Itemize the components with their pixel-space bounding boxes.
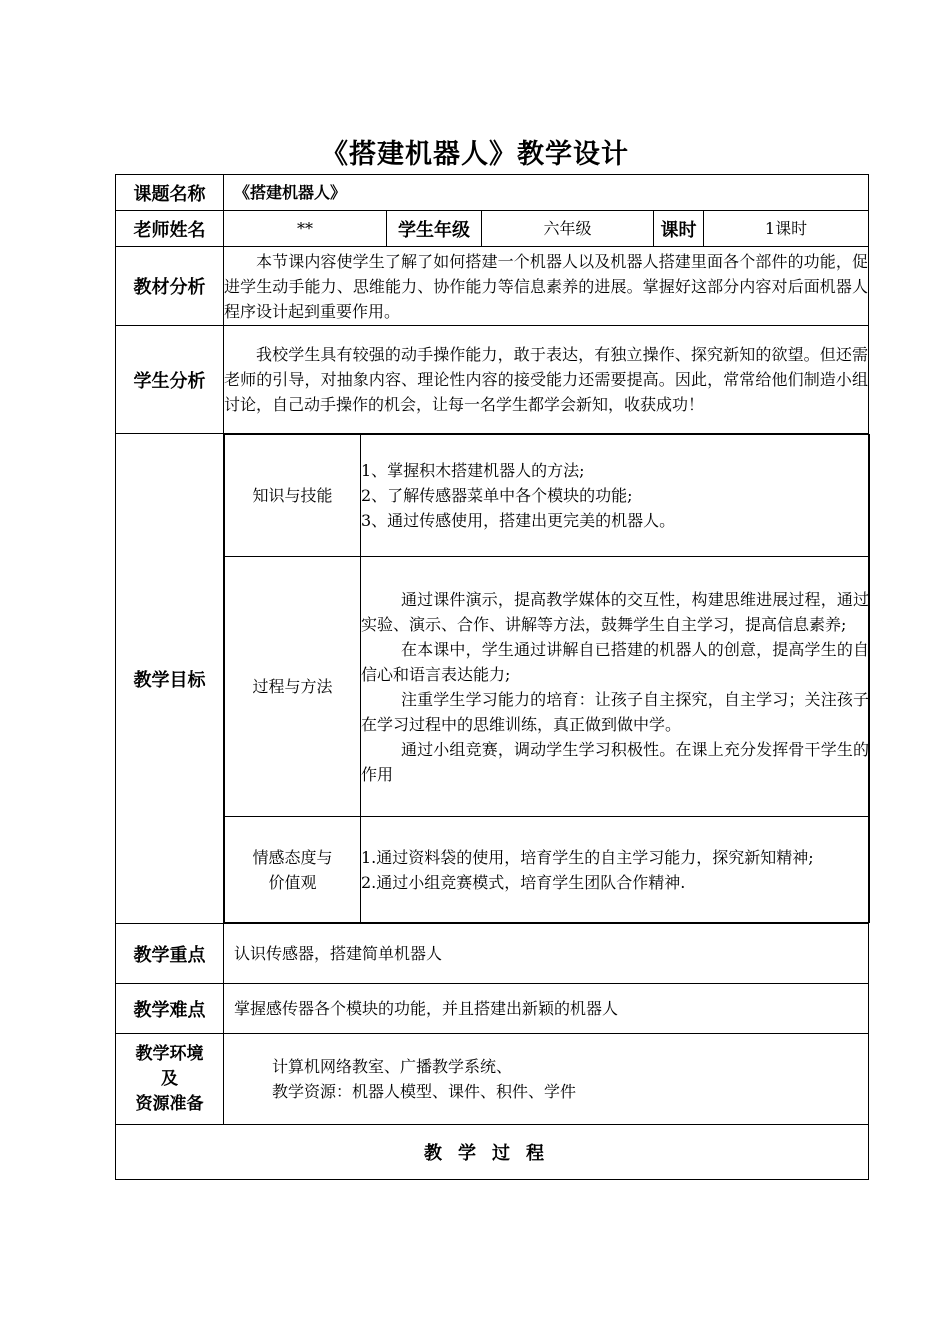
knowledge-item: 3、通过传感使用，搭建出更完美的机器人。 xyxy=(361,511,676,530)
student-text: 我校学生具有较强的动手操作能力，敢于表达，有独立操作、探究新知的欲望。但还需老师的引导，对抽象内容、理论性内容的接受能力还需要提高。因此，常常给他们制造小组讨论，自己动手操作的机会，让每一名学生都学会新知，收获成功！ xyxy=(224,345,869,414)
row-teaching-goals xyxy=(116,434,869,924)
env-label xyxy=(116,1034,224,1125)
emotion-item: 2.通过小组竞赛模式，培育学生团队合作精神. xyxy=(361,872,686,892)
document-title: 《搭建机器人》教学设计 xyxy=(321,139,629,170)
hours-label: 课时 xyxy=(654,211,704,247)
row-teacher xyxy=(116,211,869,247)
process-item: 通过小组竞赛，调动学生学习积极性。在课上充分发挥骨干学生的作用 xyxy=(361,739,869,784)
row-difficult-points xyxy=(116,984,869,1034)
knowledge-items xyxy=(361,435,870,557)
row-topic xyxy=(116,175,869,211)
process-items xyxy=(361,557,870,817)
process-heading: 教学过程 xyxy=(116,1125,869,1180)
row-environment xyxy=(116,1034,869,1125)
knowledge-item: 2、了解传感器菜单中各个模块的功能; xyxy=(361,486,633,505)
process-item: 通过课件演示，提高教学媒体的交互性，构建思维进展过程，通过实验、演示、合作、讲解等方法，鼓舞学生自主学习，提高信息素养; xyxy=(361,589,869,634)
emotion-label xyxy=(225,817,361,923)
student-text-cell xyxy=(224,326,869,434)
emotion-label-line1: 情感态度与 xyxy=(252,847,333,867)
student-label: 学生分析 xyxy=(116,326,224,434)
hours-value: 1课时 xyxy=(704,211,869,247)
env-label-line2: 及 xyxy=(161,1068,178,1089)
knowledge-label: 知识与技能 xyxy=(225,435,361,557)
teacher-label: 老师姓名 xyxy=(116,211,224,247)
topic-value: 《搭建机器人》 xyxy=(224,175,869,211)
emotion-item: 1.通过资料袋的使用，培育学生的自主学习能力，探究新知精神; xyxy=(361,847,814,867)
emotion-items xyxy=(361,817,870,923)
emotion-label-line2: 价值观 xyxy=(268,872,317,892)
textbook-text: 本节课内容使学生了解了如何搭建一个机器人以及机器人搭建里面各个部件的功能，促进学生动手能力、思维能力、协作能力等信息素养的进展。掌握好这部分内容对后面机器人程序设计起到重要作用。 xyxy=(224,251,869,321)
env-label-line1: 教学环境 xyxy=(135,1043,204,1064)
process-item: 注重学生学习能力的培育：让孩子自主探究，自主学习；关注孩子在学习过程中的思维训练，真正做到做中学。 xyxy=(361,689,869,734)
env-item: 教学资源：机器人模型、课件、积件、学件 xyxy=(272,1082,577,1101)
difficult-label: 教学难点 xyxy=(116,984,224,1034)
goal-emotion xyxy=(225,817,870,923)
goal-process xyxy=(225,557,870,817)
row-key-points xyxy=(116,924,869,984)
difficult-text: 掌握感传器各个模块的功能，并且搭建出新颖的机器人 xyxy=(224,984,869,1034)
textbook-label: 教材分析 xyxy=(116,247,224,326)
lesson-plan-table xyxy=(115,174,869,1180)
textbook-text-cell xyxy=(224,247,869,326)
process-item: 在本课中，学生通过讲解自已搭建的机器人的创意，提高学生的自信心和语言表达能力; xyxy=(361,639,869,684)
env-label-line3: 资源准备 xyxy=(135,1093,204,1114)
process-label: 过程与方法 xyxy=(225,557,361,817)
row-textbook-analysis xyxy=(116,247,869,326)
row-student-analysis xyxy=(116,326,869,434)
env-item: 计算机网络教室、广播教学系统、 xyxy=(272,1057,513,1076)
teacher-value: ** xyxy=(224,211,387,247)
env-items xyxy=(224,1034,869,1125)
grade-label: 学生年级 xyxy=(387,211,482,247)
goals-cell xyxy=(224,434,869,924)
row-process-heading xyxy=(116,1125,869,1180)
topic-label: 课题名称 xyxy=(116,175,224,211)
goal-knowledge xyxy=(225,435,870,557)
key-label: 教学重点 xyxy=(116,924,224,984)
grade-value: 六年级 xyxy=(482,211,654,247)
knowledge-item: 1、掌握积木搭建机器人的方法; xyxy=(361,461,585,480)
goals-label: 教学目标 xyxy=(116,434,224,924)
key-text: 认识传感器，搭建简单机器人 xyxy=(224,924,869,984)
goals-table xyxy=(224,434,870,923)
